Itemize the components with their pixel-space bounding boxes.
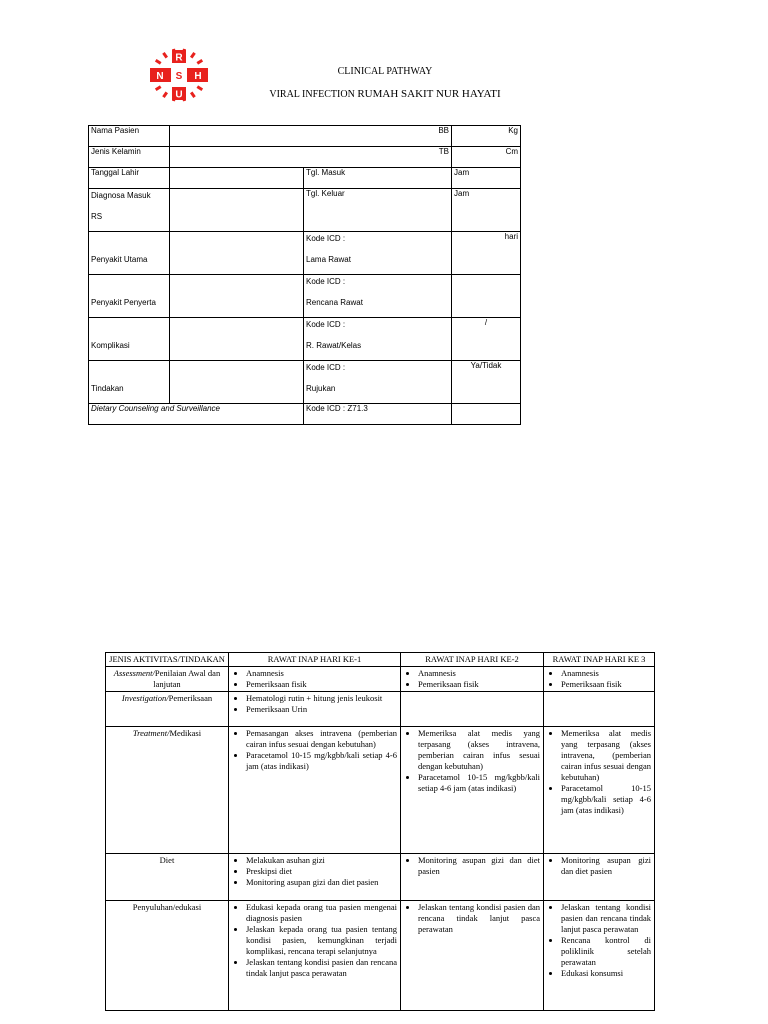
header-jenis-aktivitas: JENIS AKTIVITAS/TINDAKAN bbox=[106, 653, 229, 667]
row-label-text: Penilaian Awal dan lanjutan bbox=[153, 668, 221, 689]
label-slash: / bbox=[452, 318, 521, 361]
document-title: CLINICAL PATHWAY bbox=[337, 66, 433, 77]
pathway-cell-d1 bbox=[229, 854, 401, 901]
pathway-row-label bbox=[106, 727, 229, 854]
bullet-list bbox=[232, 902, 397, 979]
bullet-list bbox=[404, 902, 540, 935]
label-tgl-keluar: Tgl. Keluar bbox=[304, 189, 452, 232]
pathway-cell-d3 bbox=[544, 854, 655, 901]
list-item: • Monitoring asupan gizi dan diet pasien bbox=[246, 877, 397, 888]
row-label-text: Medikasi bbox=[169, 728, 202, 738]
bullet-list bbox=[404, 855, 540, 877]
logo-letter-r: R bbox=[175, 52, 183, 64]
pathway-cell-d2 bbox=[401, 667, 544, 692]
header-hari-3: RAWAT INAP HARI KE 3 bbox=[544, 653, 655, 667]
bullet-list bbox=[404, 728, 540, 794]
pathway-rows bbox=[106, 667, 655, 1011]
list-item: • Edukasi kepada orang tua pasien mengenai diagnosis pasien bbox=[246, 902, 397, 924]
label-hari: hari bbox=[452, 232, 521, 275]
list-item: • Preskipsi diet bbox=[246, 866, 397, 877]
pathway-cell-d3 bbox=[544, 692, 655, 727]
list-item: • Monitoring asupan gizi dan diet pasien bbox=[561, 855, 651, 877]
document-subtitle bbox=[230, 88, 540, 100]
pathway-cell-d1 bbox=[229, 901, 401, 1011]
list-item: • Anamnesis bbox=[561, 668, 651, 679]
label-kode-icd-4: Kode ICD : bbox=[306, 363, 346, 372]
list-item: • Hematologi rutin + hitung jenis leukosit bbox=[246, 693, 397, 704]
pathway-cell-d2 bbox=[401, 854, 544, 901]
label-rawat-kelas: R. Rawat/Kelas bbox=[306, 341, 362, 350]
label-kode-icd-z71: Kode ICD : Z71.3 bbox=[304, 404, 452, 425]
pathway-cell-d3 bbox=[544, 901, 655, 1011]
logo-ray bbox=[156, 87, 161, 90]
row-label-text: Pemeriksaan bbox=[168, 693, 213, 703]
logo-letter-h: H bbox=[194, 71, 202, 82]
label-tb: TB bbox=[170, 147, 452, 168]
bullet-list bbox=[547, 902, 651, 979]
label-ya-tidak: Ya/Tidak bbox=[452, 361, 521, 404]
pathway-cell-d3 bbox=[544, 667, 655, 692]
bullet-list bbox=[232, 693, 397, 715]
pathway-cell-d1 bbox=[229, 667, 401, 692]
list-item: • Pemasangan akses intravena (pemberian cairan infus sesuai dengan kebutuhan) bbox=[246, 728, 397, 750]
logo-ray bbox=[197, 87, 202, 90]
list-item: • Anamnesis bbox=[418, 668, 540, 679]
subtitle-hospital-name: RUMAH SAKIT NUR HAYATI bbox=[357, 88, 501, 100]
bullet-list bbox=[547, 855, 651, 877]
label-rujukan: Rujukan bbox=[306, 384, 336, 393]
list-item: • Edukasi konsumsi bbox=[561, 968, 651, 979]
label-penyakit-utama: Penyakit Utama bbox=[91, 255, 148, 264]
label-lama-rawat: Lama Rawat bbox=[306, 255, 351, 264]
list-item: • Paracetamol 10-15 mg/kgbb/kali setiap 4-6 jam (atas indikasi) bbox=[561, 783, 651, 816]
row-label-text: Penyuluhan/edukasi bbox=[132, 902, 202, 912]
label-tanggal-lahir: Tanggal Lahir bbox=[89, 168, 170, 189]
list-item: • Pemeriksaan fisik bbox=[561, 679, 651, 690]
hospital-logo bbox=[145, 46, 213, 104]
logo-ray bbox=[191, 92, 194, 97]
list-item: • Pemeriksaan Urin bbox=[246, 704, 397, 715]
list-item: • Jelaskan tentang kondisi pasien dan rencana tindak lanjut pasca perawatan bbox=[561, 902, 651, 935]
label-jenis-kelamin: Jenis Kelamin bbox=[89, 147, 170, 168]
row-label-text: Diet bbox=[159, 855, 175, 865]
pathway-cell-d2 bbox=[401, 727, 544, 854]
list-item: • Melakukan asuhan gizi bbox=[246, 855, 397, 866]
row-label-italic: Treatment/ bbox=[132, 728, 170, 738]
label-jam-keluar: Jam bbox=[452, 189, 521, 232]
pathway-row bbox=[106, 727, 655, 854]
pathway-row bbox=[106, 901, 655, 1011]
pathway-cell-d1 bbox=[229, 692, 401, 727]
label-penyakit-penyerta: Penyakit Penyerta bbox=[91, 298, 156, 307]
list-item: • Paracetamol 10-15 mg/kgbb/kali setiap 4-6 jam (atas indikasi) bbox=[246, 750, 397, 772]
header-hari-1: RAWAT INAP HARI KE-1 bbox=[229, 653, 401, 667]
list-item: • Memeriksa alat medis yang terpasang (akses intravena, pemberian cairan infus sesuai dengan kebutuhan) bbox=[418, 728, 540, 772]
label-cm: Cm bbox=[452, 147, 521, 168]
label-kode-icd-1: Kode ICD : bbox=[306, 234, 346, 243]
pathway-row-label bbox=[106, 854, 229, 901]
list-item: • Paracetamol 10-15 mg/kgbb/kali setiap 4-6 jam (atas indikasi) bbox=[418, 772, 540, 794]
pathway-row-label bbox=[106, 667, 229, 692]
bullet-list bbox=[547, 728, 651, 816]
logo-letter-s: S bbox=[175, 71, 183, 82]
list-item: • Anamnesis bbox=[246, 668, 397, 679]
pathway-row bbox=[106, 692, 655, 727]
bullet-list bbox=[547, 668, 651, 690]
label-jam-masuk: Jam bbox=[452, 168, 521, 189]
pathway-cell-d2 bbox=[401, 901, 544, 1011]
pathway-row-label bbox=[106, 901, 229, 1011]
pathway-row bbox=[106, 854, 655, 901]
label-rs: RS bbox=[91, 212, 103, 221]
pathway-cell-d1 bbox=[229, 727, 401, 854]
pathway-cell-d2 bbox=[401, 692, 544, 727]
label-kode-icd-3: Kode ICD : bbox=[306, 320, 346, 329]
row-label-italic: Investigation/ bbox=[121, 693, 169, 703]
list-item: • Memeriksa alat medis yang terpasang (akses intravena, (pemberian cairan infus sesuai dengan kebutuhan) bbox=[561, 728, 651, 783]
logo-ray bbox=[197, 60, 202, 63]
header-hari-2: RAWAT INAP HARI KE-2 bbox=[401, 653, 544, 667]
list-item: • Jelaskan tentang kondisi pasien dan rencana tindak lanjut pasca perawatan bbox=[418, 902, 540, 935]
label-komplikasi: Komplikasi bbox=[91, 341, 130, 350]
row-label-italic: Assessment/ bbox=[113, 668, 155, 678]
bullet-list bbox=[404, 668, 540, 690]
pathway-row-label bbox=[106, 692, 229, 727]
label-kode-icd-2: Kode ICD : bbox=[306, 277, 346, 286]
pathway-row bbox=[106, 667, 655, 692]
label-rencana-rawat: Rencana Rawat bbox=[306, 298, 363, 307]
list-item: • Rencana kontrol di poliklinik setelah perawatan bbox=[561, 935, 651, 968]
bullet-list bbox=[232, 728, 397, 772]
label-bb: BB bbox=[170, 126, 452, 147]
logo-ray bbox=[163, 92, 166, 97]
logo-ray bbox=[163, 53, 166, 58]
patient-info-table bbox=[88, 125, 521, 425]
pathway-cell-d3 bbox=[544, 727, 655, 854]
cell-diagnosa-masuk bbox=[89, 189, 170, 232]
logo-letter-n: N bbox=[156, 71, 164, 82]
subtitle-viral-infection: VIRAL INFECTION bbox=[269, 89, 358, 100]
bullet-list bbox=[232, 668, 397, 690]
bullet-list bbox=[232, 855, 397, 888]
label-tgl-masuk: Tgl. Masuk bbox=[304, 168, 452, 189]
list-item: • Pemeriksaan fisik bbox=[246, 679, 397, 690]
logo-ray bbox=[156, 60, 161, 63]
label-nama-pasien: Nama Pasien bbox=[89, 126, 170, 147]
label-kg: Kg bbox=[452, 126, 521, 147]
list-item: • Jelaskan tentang kondisi pasien dan rencana tindak lanjut pasca perawatan bbox=[246, 957, 397, 979]
label-dietary-counseling: Dietary Counseling and Surveillance bbox=[89, 404, 304, 425]
list-item: • Jelaskan kepada orang tua pasien tentang kondisi pasien, kemungkinan terjadi komplikasi, rencana terapi selanjutnya bbox=[246, 924, 397, 957]
list-item: • Monitoring asupan gizi dan diet pasien bbox=[418, 855, 540, 877]
logo-letter-u: U bbox=[175, 89, 183, 101]
label-tindakan: Tindakan bbox=[91, 384, 124, 393]
logo-ray bbox=[191, 53, 194, 58]
label-diagnosa-masuk: Diagnosa Masuk bbox=[91, 191, 151, 200]
clinical-pathway-table bbox=[105, 652, 655, 1011]
list-item: • Pemeriksaan fisik bbox=[418, 679, 540, 690]
